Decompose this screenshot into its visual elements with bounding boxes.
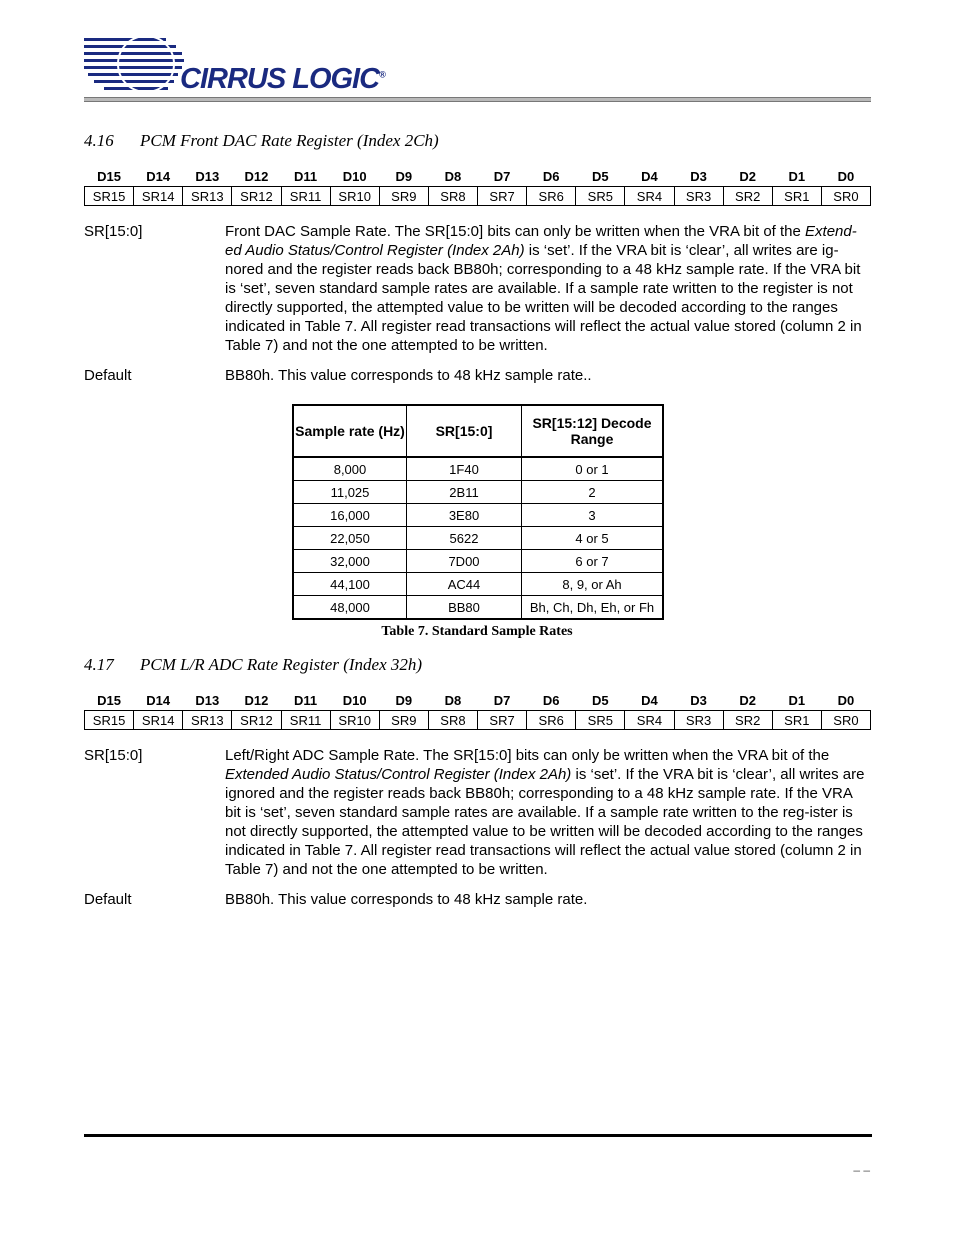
bit-header: D11 bbox=[293, 693, 318, 708]
table-cell: 8,000 bbox=[293, 457, 407, 481]
section-heading: 4.17 PCM L/R ADC Rate Register (Index 32h) bbox=[84, 655, 423, 674]
table-row bbox=[293, 573, 663, 596]
default-label: Default bbox=[84, 367, 132, 384]
logo-wordmark: CIRRUS LOGIC® bbox=[180, 63, 385, 95]
table-row bbox=[293, 550, 663, 573]
bit-value: SR8 bbox=[428, 187, 477, 206]
bit-header: D14 bbox=[146, 693, 171, 708]
bit-header: D0 bbox=[837, 169, 855, 184]
page-number: – – bbox=[853, 1163, 870, 1177]
bit-value: SR2 bbox=[723, 187, 772, 206]
bit-header: D14 bbox=[146, 169, 171, 184]
bit-header: D4 bbox=[641, 693, 658, 708]
bit-header: D12 bbox=[244, 169, 269, 184]
bit-header: D4 bbox=[641, 169, 658, 184]
bit-header: D1 bbox=[788, 169, 806, 184]
bit-value: SR10 bbox=[330, 187, 379, 206]
bit-value: SR13 bbox=[183, 711, 232, 730]
bit-value: SR7 bbox=[478, 187, 527, 206]
bit-header: D7 bbox=[493, 169, 511, 184]
table-cell: 16,000 bbox=[293, 504, 407, 527]
table-cell: 3E80 bbox=[407, 504, 522, 527]
table-row bbox=[293, 504, 663, 527]
bit-value: SR10 bbox=[330, 711, 379, 730]
bit-value: SR6 bbox=[527, 187, 576, 206]
default-text: BB80h. This value corresponds to 48 kHz sample rate. bbox=[225, 891, 588, 908]
header-rule bbox=[84, 97, 871, 102]
bit-value: SR4 bbox=[625, 187, 674, 206]
bit-value: SR11 bbox=[281, 711, 330, 730]
sample-rate-table bbox=[292, 404, 664, 620]
bit-header: D9 bbox=[395, 169, 413, 184]
bit-value: SR6 bbox=[527, 711, 576, 730]
table-cell: 1F40 bbox=[407, 457, 522, 481]
bit-value: SR15 bbox=[85, 187, 134, 206]
table-row bbox=[293, 457, 663, 481]
table-cell: BB80 bbox=[407, 596, 522, 620]
field-text: Front DAC Sample Rate. The SR[15:0] bits can only be written when the VRA bit of the Extend-ed Audio Status/Control Register (Index 2Ah) is ‘set’. If the VRA bit is ‘clear’, all writes are ig-nored and the register reads back BB80h; corresponding to a 48 kHz sample rate. If the VRA bit is ‘set’, seven standard sample rates are available. If a sample rate written to the register is not directly supported, the attempted value to be written will be decoded according to the ranges indicated in Table 7. All register read transactions will reflect the actual value stored (column 2 in Table 7) and not the one attempted to be written. bbox=[225, 223, 862, 354]
bit-header: D6 bbox=[542, 169, 560, 184]
bit-value-row bbox=[85, 187, 871, 206]
bit-header: D2 bbox=[739, 169, 756, 184]
bit-header: D2 bbox=[739, 693, 756, 708]
bit-value: SR12 bbox=[232, 711, 281, 730]
table-cell: Bh, Ch, Dh, Eh, or Fh bbox=[522, 596, 664, 620]
bit-header-row bbox=[85, 691, 871, 711]
field-label: SR[15:0] bbox=[84, 747, 143, 764]
bit-value: SR4 bbox=[625, 711, 674, 730]
table-row bbox=[293, 481, 663, 504]
table-cell: 5622 bbox=[407, 527, 522, 550]
bit-value: SR7 bbox=[478, 711, 527, 730]
bit-header: D3 bbox=[690, 693, 707, 708]
table-cell: 2B11 bbox=[407, 481, 522, 504]
bit-value: SR15 bbox=[85, 711, 134, 730]
bit-value: SR14 bbox=[134, 711, 183, 730]
bit-header: D12 bbox=[244, 693, 269, 708]
table-cell: 3 bbox=[522, 504, 664, 527]
bit-header: D8 bbox=[444, 169, 462, 184]
bit-value: SR1 bbox=[772, 187, 821, 206]
bit-header: D3 bbox=[690, 169, 707, 184]
table-cell: 7D00 bbox=[407, 550, 522, 573]
table-row bbox=[293, 596, 663, 620]
bit-header: D6 bbox=[542, 693, 560, 708]
col-header: Sample rate (Hz) bbox=[293, 405, 407, 457]
bit-header: D10 bbox=[342, 693, 367, 708]
table-cell: AC44 bbox=[407, 573, 522, 596]
bit-value: SR0 bbox=[821, 187, 870, 206]
table-caption: Table 7. Standard Sample Rates bbox=[381, 624, 573, 639]
field-label: SR[15:0] bbox=[84, 223, 143, 240]
bit-header: D1 bbox=[788, 693, 806, 708]
bit-value-row bbox=[85, 711, 871, 730]
bit-header: D7 bbox=[493, 693, 511, 708]
bit-header: D15 bbox=[97, 169, 121, 184]
field-description bbox=[84, 746, 871, 879]
bit-value: SR3 bbox=[674, 187, 723, 206]
bit-value: SR9 bbox=[379, 187, 428, 206]
bit-header-row bbox=[85, 167, 871, 187]
table-cell: 4 or 5 bbox=[522, 527, 664, 550]
table-row bbox=[293, 527, 663, 550]
section-heading: 4.16 PCM Front DAC Rate Register (Index 2Ch) bbox=[84, 131, 439, 150]
bit-header: D5 bbox=[592, 693, 609, 708]
col-header: SR[15:0] bbox=[407, 405, 522, 457]
bit-value: SR1 bbox=[772, 711, 821, 730]
bit-value: SR8 bbox=[428, 711, 477, 730]
table-cell: 22,050 bbox=[293, 527, 407, 550]
table-cell: 11,025 bbox=[293, 481, 407, 504]
bit-value: SR2 bbox=[723, 711, 772, 730]
field-text: Left/Right ADC Sample Rate. The SR[15:0] bits can only be written when the VRA bit of the Extended Audio Status/Control Register (Index 2Ah) is ‘set’. If the VRA bit is ‘clear’, all writes are ignored and the register reads back BB80h; corresponding to a 48 kHz sample rate. If the VRA bit is ‘set’, seven standard sample rates are available. If a sample rate written to the reg-ister is not directly supported, the attempted value to be written will be decoded according to the ranges indicated in Table 7. All register read transactions will reflect the actual value stored (column 2 in Table 7) and not the one attempted to be written. bbox=[225, 747, 865, 878]
footer-rule bbox=[84, 1134, 872, 1137]
bit-value: SR5 bbox=[576, 187, 625, 206]
bit-header: D13 bbox=[195, 169, 220, 184]
bit-value: SR12 bbox=[232, 187, 281, 206]
table-header-row bbox=[293, 405, 663, 457]
bit-value: SR13 bbox=[183, 187, 232, 206]
register-bit-table bbox=[84, 167, 871, 206]
field-description bbox=[84, 222, 871, 355]
table-cell: 6 or 7 bbox=[522, 550, 664, 573]
table-cell: 48,000 bbox=[293, 596, 407, 620]
bit-value: SR9 bbox=[379, 711, 428, 730]
bit-header: D5 bbox=[592, 169, 609, 184]
bit-value: SR14 bbox=[134, 187, 183, 206]
register-bit-table bbox=[84, 691, 871, 730]
table-cell: 32,000 bbox=[293, 550, 407, 573]
bit-header: D10 bbox=[342, 169, 367, 184]
table-cell: 44,100 bbox=[293, 573, 407, 596]
bit-header: D15 bbox=[97, 693, 121, 708]
table-cell: 8, 9, or Ah bbox=[522, 573, 664, 596]
default-description bbox=[84, 890, 871, 909]
table-cell: 0 or 1 bbox=[522, 457, 664, 481]
bit-header: D8 bbox=[444, 693, 462, 708]
default-label: Default bbox=[84, 891, 132, 908]
table-cell: 2 bbox=[522, 481, 664, 504]
bit-header: D13 bbox=[195, 693, 220, 708]
bit-value: SR0 bbox=[821, 711, 870, 730]
default-text: BB80h. This value corresponds to 48 kHz sample rate.. bbox=[225, 367, 592, 384]
bit-value: SR5 bbox=[576, 711, 625, 730]
default-description bbox=[84, 366, 871, 385]
bit-header: D11 bbox=[293, 169, 318, 184]
bit-value: SR3 bbox=[674, 711, 723, 730]
bit-value: SR11 bbox=[281, 187, 330, 206]
bit-header: D0 bbox=[837, 693, 855, 708]
col-header: SR[15:12] Decode Range bbox=[522, 405, 664, 457]
bit-header: D9 bbox=[395, 693, 413, 708]
